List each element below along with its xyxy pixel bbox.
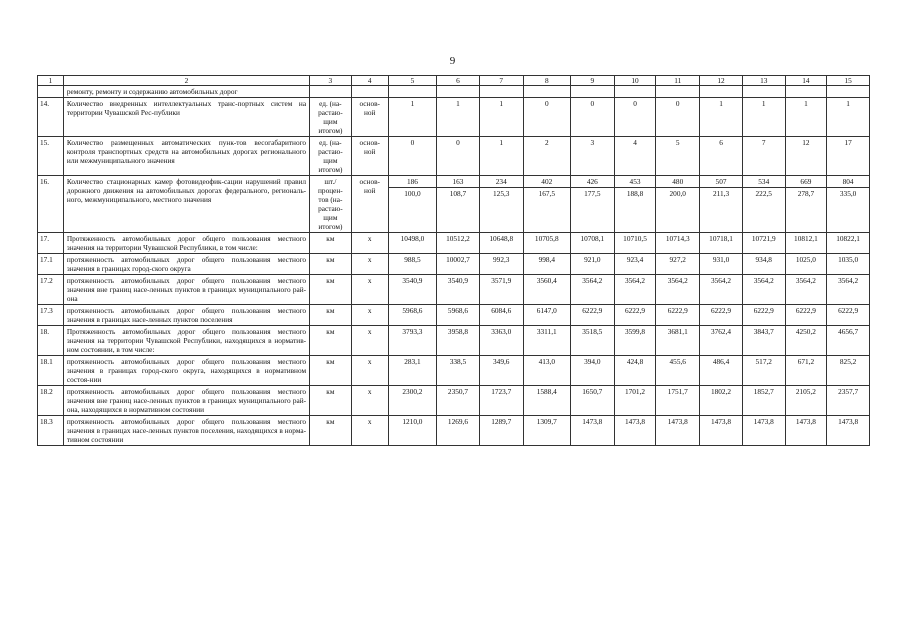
value-cell: 1650,7 [570,386,614,416]
value-count: 453 [615,177,656,188]
value-cell: 424,8 [614,356,656,386]
value-cell: 2357,7 [827,386,870,416]
unit-cell: км [310,356,352,386]
value-cell: 5 [656,137,700,176]
value-cell: 10822,1 [827,233,870,254]
value-cell [388,176,436,233]
value-percent: 200,0 [669,189,686,198]
value-count: 480 [656,177,699,188]
column-header: 3 [310,76,352,86]
value-count: 507 [700,177,742,188]
value-cell: 6147,0 [523,305,570,326]
value-cell: 2300,2 [388,386,436,416]
indicators-table [37,75,870,446]
value-cell: 3564,2 [700,275,743,305]
value-cell: 3599,8 [614,326,656,356]
value-percent: 211,3 [712,189,730,198]
value-cell: 3518,5 [570,326,614,356]
value-cell: 3564,2 [785,275,827,305]
value-cell: 10710,5 [614,233,656,254]
value-cell: 6222,9 [656,305,700,326]
value-count: 534 [743,177,785,188]
table-row [38,386,870,416]
value-cell: 1852,7 [742,386,785,416]
value-cell: 10708,1 [570,233,614,254]
value-cell: 5968,6 [437,305,480,326]
value-cell [614,86,656,98]
unit-cell: км [310,326,352,356]
row-code: 18.3 [38,416,64,446]
value-cell: 3958,8 [437,326,480,356]
header-row [38,76,870,86]
column-header: 2 [63,76,309,86]
indicator-type: х [351,386,388,416]
indicator-type: х [351,275,388,305]
value-cell [656,86,700,98]
value-cell: 3564,2 [742,275,785,305]
indicator-type: х [351,416,388,446]
value-cell: 517,2 [742,356,785,386]
value-cell: 1723,7 [479,386,523,416]
unit-cell: шт./ процен-тов (на-растаю-щим итогом) [310,176,352,233]
indicator-type: х [351,254,388,275]
value-percent: 167,5 [538,189,555,198]
value-cell: 1473,8 [656,416,700,446]
unit-cell: км [310,233,352,254]
value-cell: 921,0 [570,254,614,275]
value-cell: 17 [827,137,870,176]
column-header: 8 [523,76,570,86]
value-cell [437,86,480,98]
unit-cell: км [310,386,352,416]
value-cell: 3 [570,137,614,176]
value-cell: 6084,6 [479,305,523,326]
value-cell: 12 [785,137,827,176]
value-cell: 10498,0 [388,233,436,254]
value-cell [742,86,785,98]
column-header: 12 [700,76,743,86]
column-header: 5 [388,76,436,86]
indicator-name: Протяженность автомобильных дорог общего пользования местного значения на территории Чувашской Республики, в том числе: [63,233,309,254]
column-header: 14 [785,76,827,86]
value-cell: 992,3 [479,254,523,275]
value-cell: 3571,9 [479,275,523,305]
value-cell: 3793,3 [388,326,436,356]
indicator-type: х [351,326,388,356]
value-cell: 1802,2 [700,386,743,416]
value-cell: 1473,8 [570,416,614,446]
table-row [38,416,870,446]
value-cell: 6222,9 [827,305,870,326]
value-cell: 6 [700,137,743,176]
value-cell: 283,1 [388,356,436,386]
indicator-type: основ-ной [351,98,388,137]
indicator-name: Количество размещенных автоматических пунк-тов весогабаритного контроля транспортных средств на автомобильных дорогах регионального или межмуниципального значения [63,137,309,176]
value-cell: 3311,1 [523,326,570,356]
value-cell: 0 [570,98,614,137]
table-row [38,326,870,356]
indicator-name: Протяженность автомобильных дорог общего пользования местного значения на территории Чувашской Республики, находящихся в норматив-ном состоянии, в том числе: [63,326,309,356]
value-cell: 1473,8 [785,416,827,446]
value-cell: 6222,9 [570,305,614,326]
value-cell: 349,6 [479,356,523,386]
column-header: 10 [614,76,656,86]
value-cell: 1269,6 [437,416,480,446]
value-cell: 486,4 [700,356,743,386]
value-cell: 1025,0 [785,254,827,275]
column-header: 1 [38,76,64,86]
table-row [38,86,870,98]
value-cell: 1473,8 [614,416,656,446]
value-cell: 0 [523,98,570,137]
indicator-name: протяженность автомобильных дорог общего пользования местного значения вне границ насе-ленных пунктов в границах муниципального рай-она, находящихся в нормативном состоянии [63,386,309,416]
value-cell [656,176,700,233]
value-cell: 998,4 [523,254,570,275]
value-cell: 7 [742,137,785,176]
table-row [38,356,870,386]
value-cell: 394,0 [570,356,614,386]
value-cell: 0 [614,98,656,137]
column-header: 6 [437,76,480,86]
indicator-name: протяженность автомобильных дорог общего пользования местного значения в границах насе-ленных пунктов поселения [63,305,309,326]
unit-cell: ед. (на-растаю-щим итогом) [310,137,352,176]
row-code: 15. [38,137,64,176]
column-header: 7 [479,76,523,86]
value-cell: 455,6 [656,356,700,386]
value-cell [700,176,743,233]
value-cell [785,86,827,98]
row-code: 17.3 [38,305,64,326]
table-row [38,233,870,254]
value-cell: 927,2 [656,254,700,275]
table-row [38,275,870,305]
value-cell: 671,2 [785,356,827,386]
column-header: 4 [351,76,388,86]
value-percent: 222,5 [755,189,772,198]
value-count: 804 [827,177,869,188]
value-cell: 3540,9 [388,275,436,305]
value-cell: 4250,2 [785,326,827,356]
column-header: 9 [570,76,614,86]
value-cell: 1751,7 [656,386,700,416]
value-cell: 0 [437,137,480,176]
value-cell [437,176,480,233]
value-cell: 3762,4 [700,326,743,356]
value-cell: 4 [614,137,656,176]
value-cell [827,86,870,98]
column-header: 15 [827,76,870,86]
value-cell: 0 [388,137,436,176]
row-code [38,86,64,98]
table-row [38,98,870,137]
value-percent: 125,3 [493,189,510,198]
value-cell [742,176,785,233]
value-cell: 1588,4 [523,386,570,416]
value-cell: 934,8 [742,254,785,275]
value-cell: 3564,2 [570,275,614,305]
row-code: 17.2 [38,275,64,305]
value-cell [614,176,656,233]
value-cell [388,86,436,98]
row-code: 18. [38,326,64,356]
value-cell: 2105,2 [785,386,827,416]
column-header: 11 [656,76,700,86]
value-cell: 3540,9 [437,275,480,305]
table-row [38,176,870,233]
indicator-name: Количество внедренных интеллектуальных транс-портных систем на территории Чувашской Рес-публики [63,98,309,137]
table-row [38,137,870,176]
value-cell: 3564,2 [656,275,700,305]
value-cell: 3681,1 [656,326,700,356]
indicator-type: х [351,356,388,386]
value-cell: 3363,0 [479,326,523,356]
value-cell: 338,5 [437,356,480,386]
value-cell [700,86,743,98]
value-cell: 1 [479,98,523,137]
value-cell [479,176,523,233]
value-cell: 1289,7 [479,416,523,446]
value-cell: 1 [479,137,523,176]
row-code: 18.1 [38,356,64,386]
row-code: 18.2 [38,386,64,416]
indicator-name: протяженность автомобильных дорог общего пользования местного значения вне границ насе-ленных пунктов в границах муниципального рай-она [63,275,309,305]
unit-cell [310,86,352,98]
value-count: 669 [786,177,827,188]
value-cell: 1 [437,98,480,137]
indicator-type: х [351,233,388,254]
value-percent: 188,8 [626,189,644,198]
unit-cell: км [310,305,352,326]
value-cell [523,176,570,233]
indicator-name: протяженность автомобильных дорог общего пользования местного значения в границах город-ского округа [63,254,309,275]
value-cell: 3560,4 [523,275,570,305]
value-cell: 923,4 [614,254,656,275]
value-cell: 1 [700,98,743,137]
row-code: 16. [38,176,64,233]
value-cell: 1 [388,98,436,137]
indicator-name: протяженность автомобильных дорог общего пользования местного значения в границах город-ского округа, находящихся в нормативном состоя-нии [63,356,309,386]
value-percent: 108,7 [449,189,467,198]
indicator-type: основ-ной [351,137,388,176]
value-cell: 1473,8 [700,416,743,446]
indicator-name: ремонту, ремонту и содержанию автомобильных дорог [63,86,309,98]
unit-cell: км [310,254,352,275]
value-cell: 0 [656,98,700,137]
value-cell [827,176,870,233]
row-code: 17. [38,233,64,254]
indicator-name: протяженность автомобильных дорог общего пользования местного значения в границах насе-ленных пунктов поселения, находящихся в норма-тивном состоянии [63,416,309,446]
value-count: 163 [437,177,479,188]
value-cell: 3564,2 [827,275,870,305]
value-count: 402 [524,177,570,188]
value-cell: 1210,0 [388,416,436,446]
value-cell: 988,5 [388,254,436,275]
value-percent: 100,0 [404,189,421,198]
value-count: 186 [389,177,436,188]
unit-cell: км [310,416,352,446]
table-row [38,254,870,275]
value-cell: 1035,0 [827,254,870,275]
value-cell: 10812,1 [785,233,827,254]
value-cell: 5968,6 [388,305,436,326]
value-percent: 177,5 [584,189,601,198]
value-cell: 6222,9 [785,305,827,326]
value-cell [785,176,827,233]
value-cell: 10714,3 [656,233,700,254]
value-cell: 3564,2 [614,275,656,305]
value-cell: 1 [827,98,870,137]
indicator-type [351,86,388,98]
value-cell: 413,0 [523,356,570,386]
value-cell: 931,0 [700,254,743,275]
value-cell: 10718,1 [700,233,743,254]
value-cell: 1 [785,98,827,137]
indicator-name: Количество стационарных камер фотовидеофик-сации нарушений правил дорожного движения на автомобильных дорогах федерального, региональ-ного, межмуниципального, местного значения [63,176,309,233]
value-count: 234 [480,177,523,188]
value-cell: 2350,7 [437,386,480,416]
indicator-type: основ-ной [351,176,388,233]
value-cell: 3843,7 [742,326,785,356]
row-code: 14. [38,98,64,137]
value-cell: 10512,2 [437,233,480,254]
table-row [38,305,870,326]
value-cell: 6222,9 [614,305,656,326]
value-cell [479,86,523,98]
page-number: 9 [449,55,456,67]
value-cell: 4656,7 [827,326,870,356]
unit-cell: ед. (на-растаю-щим итогом) [310,98,352,137]
value-cell: 2 [523,137,570,176]
value-cell: 825,2 [827,356,870,386]
value-cell: 1 [742,98,785,137]
indicator-type: х [351,305,388,326]
value-cell: 6222,9 [742,305,785,326]
value-cell: 1701,2 [614,386,656,416]
value-cell: 6222,9 [700,305,743,326]
value-cell [570,86,614,98]
value-cell: 1473,8 [827,416,870,446]
value-percent: 278,7 [797,189,815,198]
value-percent: 335,0 [839,189,857,198]
value-cell: 1309,7 [523,416,570,446]
value-cell [570,176,614,233]
value-count: 426 [571,177,614,188]
column-header: 13 [742,76,785,86]
value-cell: 10721,9 [742,233,785,254]
unit-cell: км [310,275,352,305]
row-code: 17.1 [38,254,64,275]
value-cell: 1473,8 [742,416,785,446]
value-cell: 10648,8 [479,233,523,254]
value-cell: 10705,8 [523,233,570,254]
value-cell [523,86,570,98]
value-cell: 10002,7 [437,254,480,275]
